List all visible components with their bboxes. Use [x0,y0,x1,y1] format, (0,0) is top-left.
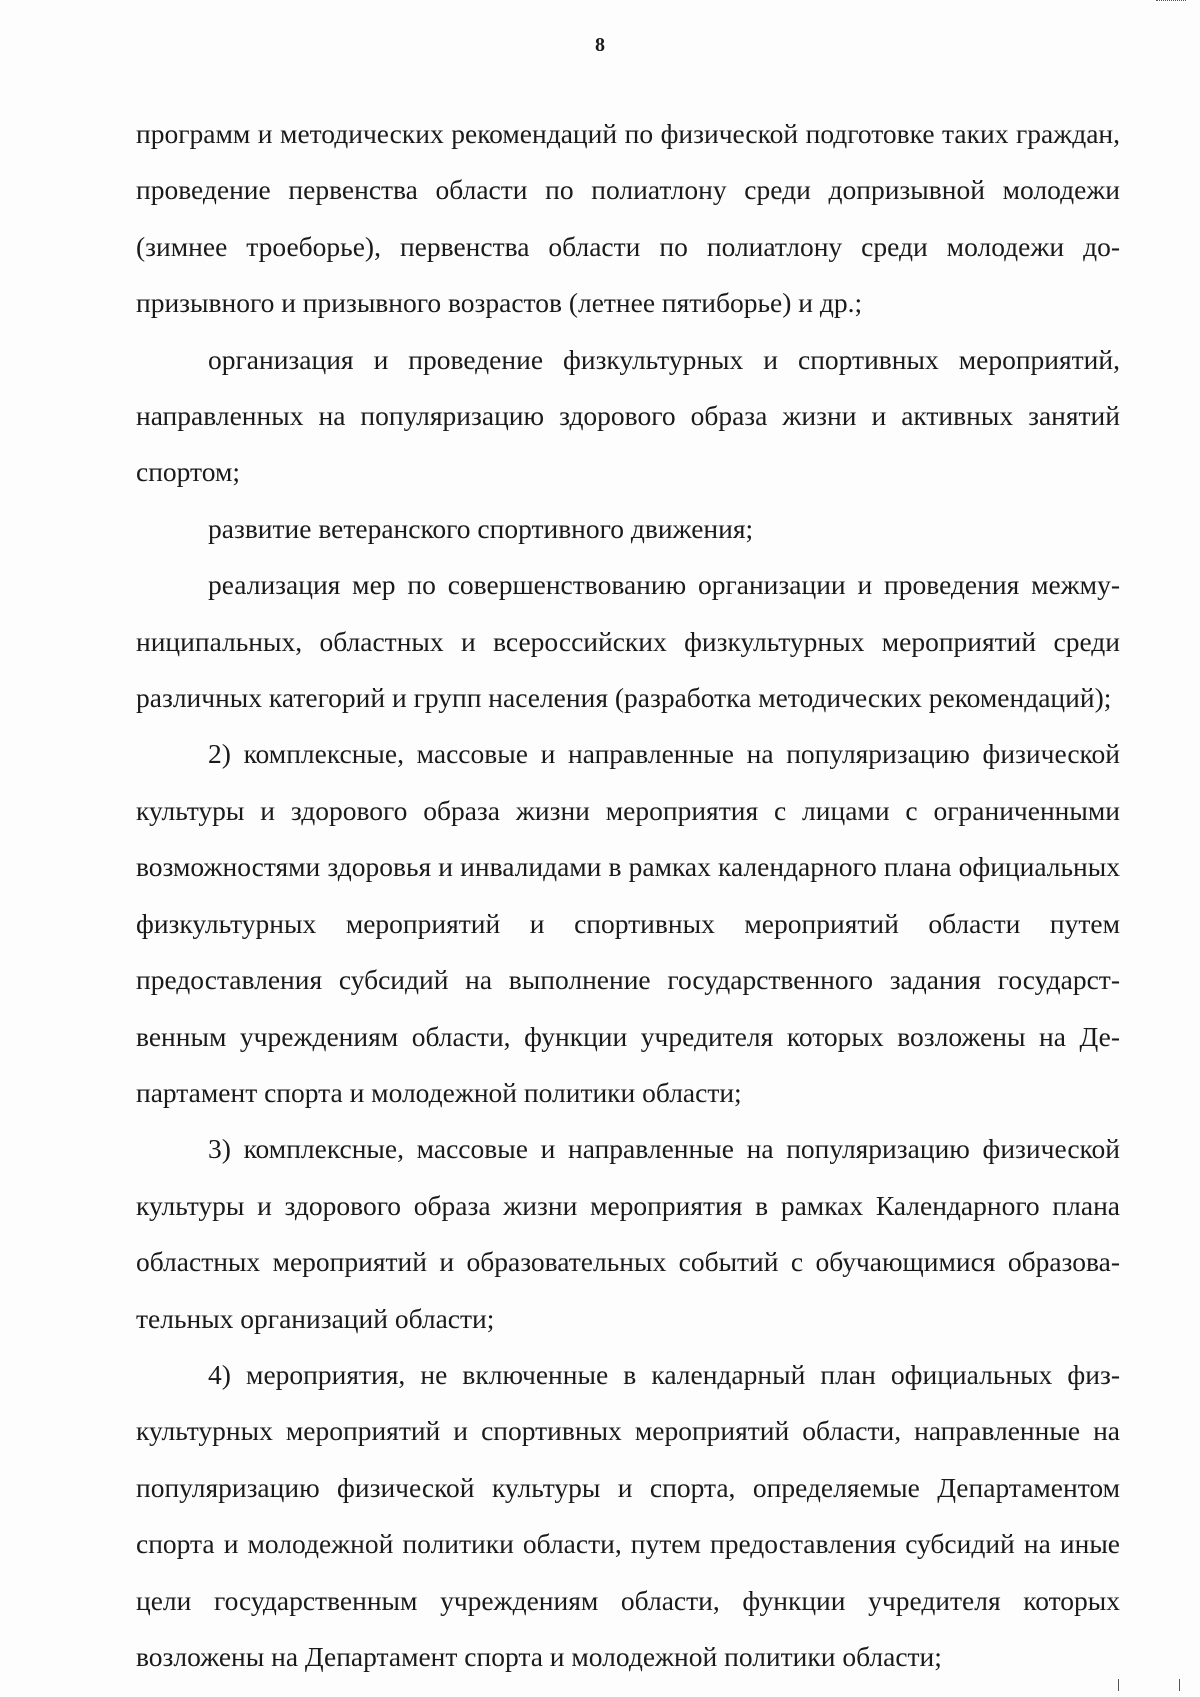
paragraph-continuation: программ и методических рекомендаций по физической подготовке таких граждан, проведение первенства области по полиатлону среди допризывной молодежи (зимнее троеборье), первенства области по полиатлону среди молодежи допризывного и призывного возрастов (летнее пятиборье) и др.; [136,118,1120,319]
scan-edge-mark [1156,0,1186,4]
page-number: 8 [595,34,605,56]
paragraph: организация и проведение физкультурных и спортивных мероприятий, направленных на популяризацию здорового образа жизни и активных занятий спортом; [136,343,1120,488]
paragraph: развитие ветеранского спортивного движения; [208,512,754,544]
paragraph: реализация мер по совершенствованию организации и проведения межмуниципальных, областных и всероссийских физкультурных мероприятий среди различных категорий и групп населения (разработка методических рекомендаций); [136,569,1120,714]
paragraph-item-4: 4) мероприятия, не включенные в календарный план официальных физкультурных мероприятий и спортивных мероприятий области, направленные на популяризацию физической культуры и спорта, определяемые Департаментом спорта и молодежной политики области, путем предоставления субсидий на иные цели государственным учреждениям области, функции учредителя которых возложены на Департамент спорта и молодежной политики области; [136,1358,1120,1672]
paragraph-item-2: 2) комплексные, массовые и направленные на популяризацию физической культуры и здорового образа жизни мероприятия с лицами с ограниченными возможностями здоровья и инвалидами в рамках календарного плана официальных физкультурных мероприятий и спортивных мероприятий области путем предоставления субсидий на выполнение государственного задания государственным учреждениям области, функции учредителя которых возложены на Департамент спорта и молодежной политики области; [136,738,1120,1108]
document-body [136,106,1120,1685]
scan-edge-mark [1118,1679,1180,1691]
paragraph-item-3: 3) комплексные, массовые и направленные на популяризацию физической культуры и здорового образа жизни мероприятия в рамках Календарного плана областных мероприятий и образовательных событий с обучающимися образовательных организаций области; [136,1133,1120,1334]
